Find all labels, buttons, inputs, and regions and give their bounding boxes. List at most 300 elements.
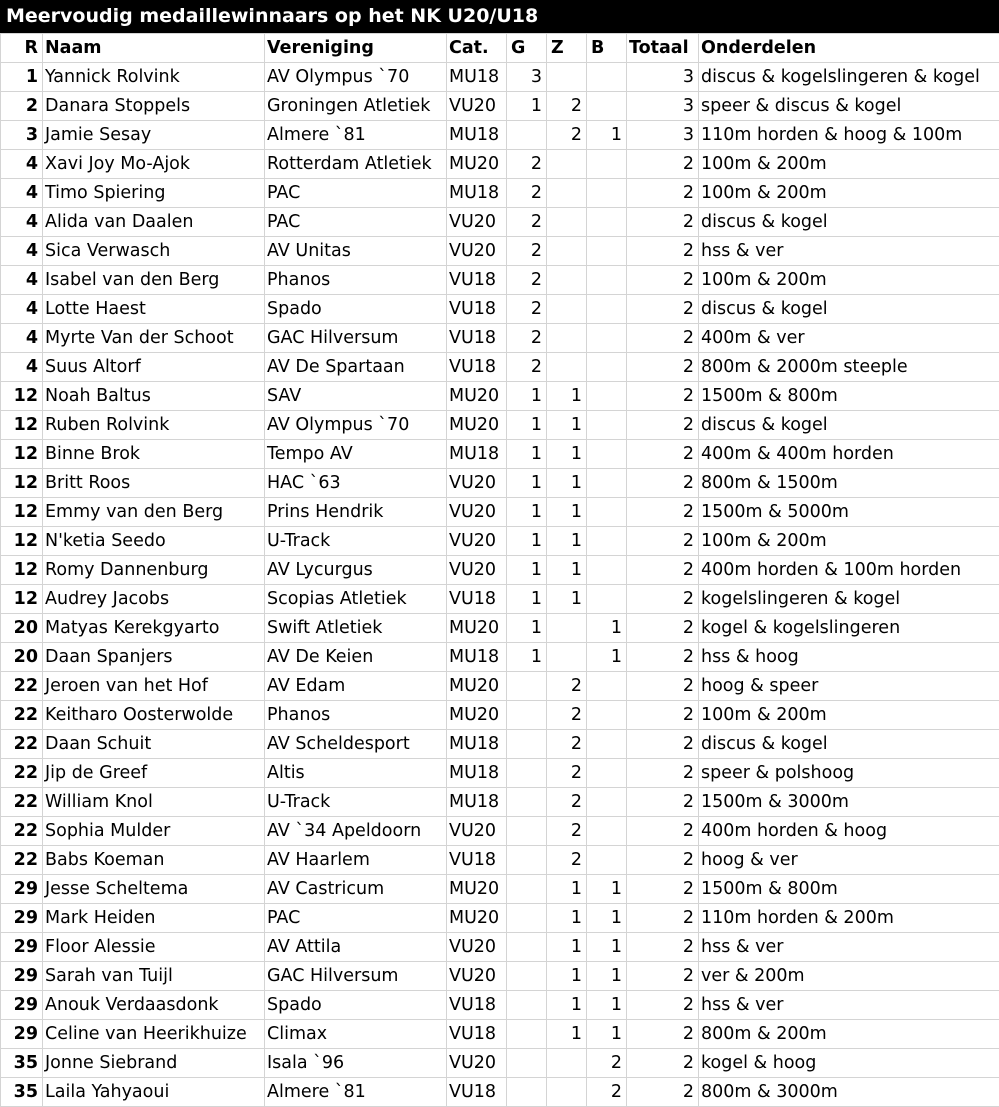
events-cell[interactable]: 400m & ver (699, 324, 999, 353)
club-cell[interactable]: Almere `81 (265, 121, 447, 150)
gold-cell[interactable] (507, 788, 547, 817)
total-cell[interactable]: 2 (627, 585, 699, 614)
club-cell[interactable]: AV Haarlem (265, 846, 447, 875)
gold-cell[interactable]: 1 (507, 92, 547, 121)
gold-cell[interactable] (507, 1078, 547, 1107)
rank-cell[interactable]: 22 (1, 846, 43, 875)
gold-cell[interactable] (507, 817, 547, 846)
gold-cell[interactable] (507, 933, 547, 962)
name-cell[interactable]: Babs Koeman (43, 846, 265, 875)
total-cell[interactable]: 2 (627, 846, 699, 875)
events-cell[interactable]: hss & hoog (699, 643, 999, 672)
silver-cell[interactable]: 2 (547, 730, 587, 759)
total-cell[interactable]: 2 (627, 788, 699, 817)
gold-cell[interactable]: 3 (507, 63, 547, 92)
silver-cell[interactable]: 1 (547, 904, 587, 933)
club-cell[interactable]: U-Track (265, 788, 447, 817)
club-cell[interactable]: GAC Hilversum (265, 324, 447, 353)
bronze-cell[interactable] (587, 353, 627, 382)
gold-cell[interactable]: 2 (507, 324, 547, 353)
rank-cell[interactable]: 4 (1, 353, 43, 382)
rank-cell[interactable]: 4 (1, 237, 43, 266)
category-cell[interactable]: VU18 (447, 295, 507, 324)
silver-cell[interactable]: 1 (547, 1020, 587, 1049)
club-cell[interactable]: GAC Hilversum (265, 962, 447, 991)
category-cell[interactable]: MU18 (447, 121, 507, 150)
category-cell[interactable]: MU18 (447, 788, 507, 817)
name-cell[interactable]: Ruben Rolvink (43, 411, 265, 440)
rank-cell[interactable]: 29 (1, 875, 43, 904)
bronze-cell[interactable] (587, 237, 627, 266)
category-cell[interactable]: VU20 (447, 92, 507, 121)
rank-cell[interactable]: 35 (1, 1078, 43, 1107)
bronze-cell[interactable] (587, 701, 627, 730)
club-cell[interactable]: AV De Spartaan (265, 353, 447, 382)
events-cell[interactable]: kogel & hoog (699, 1049, 999, 1078)
rank-cell[interactable]: 12 (1, 498, 43, 527)
name-cell[interactable]: Yannick Rolvink (43, 63, 265, 92)
club-cell[interactable]: AV Olympus `70 (265, 411, 447, 440)
club-cell[interactable]: Rotterdam Atletiek (265, 150, 447, 179)
name-cell[interactable]: Lotte Haest (43, 295, 265, 324)
events-cell[interactable]: 1500m & 5000m (699, 498, 999, 527)
bronze-cell[interactable]: 2 (587, 1078, 627, 1107)
rank-cell[interactable]: 12 (1, 527, 43, 556)
club-cell[interactable]: HAC `63 (265, 469, 447, 498)
rank-cell[interactable]: 4 (1, 266, 43, 295)
silver-cell[interactable]: 1 (547, 382, 587, 411)
gold-cell[interactable] (507, 1020, 547, 1049)
name-cell[interactable]: Suus Altorf (43, 353, 265, 382)
total-cell[interactable]: 2 (627, 875, 699, 904)
total-cell[interactable]: 2 (627, 179, 699, 208)
club-cell[interactable]: PAC (265, 208, 447, 237)
club-cell[interactable]: Isala `96 (265, 1049, 447, 1078)
total-cell[interactable]: 2 (627, 962, 699, 991)
name-cell[interactable]: Isabel van den Berg (43, 266, 265, 295)
name-cell[interactable]: Jip de Greef (43, 759, 265, 788)
rank-cell[interactable]: 22 (1, 759, 43, 788)
bronze-cell[interactable] (587, 208, 627, 237)
category-cell[interactable]: MU18 (447, 63, 507, 92)
rank-cell[interactable]: 12 (1, 382, 43, 411)
name-cell[interactable]: Binne Brok (43, 440, 265, 469)
total-cell[interactable]: 2 (627, 382, 699, 411)
rank-cell[interactable]: 29 (1, 962, 43, 991)
silver-cell[interactable]: 1 (547, 440, 587, 469)
events-cell[interactable]: 100m & 200m (699, 179, 999, 208)
gold-cell[interactable]: 1 (507, 498, 547, 527)
category-cell[interactable]: VU18 (447, 585, 507, 614)
header-silver[interactable]: Z (547, 34, 587, 63)
name-cell[interactable]: Sarah van Tuijl (43, 962, 265, 991)
bronze-cell[interactable] (587, 382, 627, 411)
bronze-cell[interactable] (587, 179, 627, 208)
rank-cell[interactable]: 29 (1, 933, 43, 962)
bronze-cell[interactable] (587, 556, 627, 585)
category-cell[interactable]: VU20 (447, 498, 507, 527)
category-cell[interactable]: VU20 (447, 469, 507, 498)
category-cell[interactable]: VU20 (447, 817, 507, 846)
club-cell[interactable]: Swift Atletiek (265, 614, 447, 643)
events-cell[interactable]: kogel & kogelslingeren (699, 614, 999, 643)
bronze-cell[interactable] (587, 469, 627, 498)
bronze-cell[interactable]: 1 (587, 614, 627, 643)
silver-cell[interactable] (547, 1049, 587, 1078)
club-cell[interactable]: Groningen Atletiek (265, 92, 447, 121)
category-cell[interactable]: VU20 (447, 933, 507, 962)
bronze-cell[interactable] (587, 295, 627, 324)
silver-cell[interactable]: 1 (547, 933, 587, 962)
club-cell[interactable]: AV Unitas (265, 237, 447, 266)
bronze-cell[interactable] (587, 788, 627, 817)
category-cell[interactable]: MU18 (447, 643, 507, 672)
club-cell[interactable]: U-Track (265, 527, 447, 556)
gold-cell[interactable] (507, 875, 547, 904)
total-cell[interactable]: 2 (627, 643, 699, 672)
rank-cell[interactable]: 4 (1, 179, 43, 208)
events-cell[interactable]: 800m & 2000m steeple (699, 353, 999, 382)
bronze-cell[interactable] (587, 411, 627, 440)
club-cell[interactable]: PAC (265, 904, 447, 933)
bronze-cell[interactable] (587, 759, 627, 788)
total-cell[interactable]: 2 (627, 904, 699, 933)
events-cell[interactable]: 100m & 200m (699, 701, 999, 730)
name-cell[interactable]: Timo Spiering (43, 179, 265, 208)
silver-cell[interactable]: 2 (547, 92, 587, 121)
silver-cell[interactable]: 1 (547, 991, 587, 1020)
rank-cell[interactable]: 29 (1, 1020, 43, 1049)
events-cell[interactable]: kogelslingeren & kogel (699, 585, 999, 614)
name-cell[interactable]: William Knol (43, 788, 265, 817)
category-cell[interactable]: MU20 (447, 150, 507, 179)
header-category[interactable]: Cat. (447, 34, 507, 63)
gold-cell[interactable]: 1 (507, 643, 547, 672)
bronze-cell[interactable] (587, 846, 627, 875)
total-cell[interactable]: 2 (627, 759, 699, 788)
club-cell[interactable]: Scopias Atletiek (265, 585, 447, 614)
rank-cell[interactable]: 22 (1, 788, 43, 817)
events-cell[interactable]: 110m horden & hoog & 100m (699, 121, 999, 150)
events-cell[interactable]: hoog & ver (699, 846, 999, 875)
category-cell[interactable]: MU18 (447, 759, 507, 788)
gold-cell[interactable] (507, 1049, 547, 1078)
club-cell[interactable]: AV Scheldesport (265, 730, 447, 759)
rank-cell[interactable]: 2 (1, 92, 43, 121)
club-cell[interactable]: AV Attila (265, 933, 447, 962)
header-name[interactable]: Naam (43, 34, 265, 63)
total-cell[interactable]: 2 (627, 614, 699, 643)
category-cell[interactable]: VU18 (447, 353, 507, 382)
total-cell[interactable]: 2 (627, 1049, 699, 1078)
rank-cell[interactable]: 3 (1, 121, 43, 150)
name-cell[interactable]: Jesse Scheltema (43, 875, 265, 904)
name-cell[interactable]: Jonne Siebrand (43, 1049, 265, 1078)
club-cell[interactable]: Prins Hendrik (265, 498, 447, 527)
header-events[interactable]: Onderdelen (699, 34, 999, 63)
rank-cell[interactable]: 22 (1, 672, 43, 701)
events-cell[interactable]: 400m horden & hoog (699, 817, 999, 846)
gold-cell[interactable]: 2 (507, 295, 547, 324)
category-cell[interactable]: MU20 (447, 875, 507, 904)
bronze-cell[interactable]: 2 (587, 1049, 627, 1078)
name-cell[interactable]: Jamie Sesay (43, 121, 265, 150)
events-cell[interactable]: 400m & 400m horden (699, 440, 999, 469)
events-cell[interactable]: 1500m & 800m (699, 875, 999, 904)
gold-cell[interactable] (507, 730, 547, 759)
gold-cell[interactable]: 1 (507, 440, 547, 469)
gold-cell[interactable] (507, 962, 547, 991)
club-cell[interactable]: PAC (265, 179, 447, 208)
silver-cell[interactable] (547, 324, 587, 353)
silver-cell[interactable]: 2 (547, 788, 587, 817)
bronze-cell[interactable] (587, 63, 627, 92)
total-cell[interactable]: 2 (627, 556, 699, 585)
bronze-cell[interactable] (587, 92, 627, 121)
rank-cell[interactable]: 22 (1, 730, 43, 759)
silver-cell[interactable]: 1 (547, 498, 587, 527)
silver-cell[interactable] (547, 150, 587, 179)
total-cell[interactable]: 2 (627, 440, 699, 469)
events-cell[interactable]: 110m horden & 200m (699, 904, 999, 933)
club-cell[interactable]: Almere `81 (265, 1078, 447, 1107)
club-cell[interactable]: Altis (265, 759, 447, 788)
name-cell[interactable]: Celine van Heerikhuize (43, 1020, 265, 1049)
club-cell[interactable]: AV Olympus `70 (265, 63, 447, 92)
gold-cell[interactable] (507, 759, 547, 788)
name-cell[interactable]: Noah Baltus (43, 382, 265, 411)
events-cell[interactable]: discus & kogel (699, 411, 999, 440)
category-cell[interactable]: MU20 (447, 672, 507, 701)
total-cell[interactable]: 2 (627, 411, 699, 440)
gold-cell[interactable]: 2 (507, 237, 547, 266)
name-cell[interactable]: Keitharo Oosterwolde (43, 701, 265, 730)
silver-cell[interactable]: 2 (547, 672, 587, 701)
silver-cell[interactable] (547, 295, 587, 324)
rank-cell[interactable]: 12 (1, 440, 43, 469)
gold-cell[interactable] (507, 904, 547, 933)
category-cell[interactable]: MU18 (447, 440, 507, 469)
name-cell[interactable]: Mark Heiden (43, 904, 265, 933)
name-cell[interactable]: Daan Schuit (43, 730, 265, 759)
club-cell[interactable]: Spado (265, 295, 447, 324)
category-cell[interactable]: MU20 (447, 614, 507, 643)
category-cell[interactable]: VU20 (447, 1049, 507, 1078)
category-cell[interactable]: MU20 (447, 701, 507, 730)
category-cell[interactable]: VU20 (447, 556, 507, 585)
category-cell[interactable]: VU18 (447, 991, 507, 1020)
name-cell[interactable]: Audrey Jacobs (43, 585, 265, 614)
bronze-cell[interactable]: 1 (587, 904, 627, 933)
gold-cell[interactable]: 1 (507, 469, 547, 498)
gold-cell[interactable]: 1 (507, 382, 547, 411)
events-cell[interactable]: hoog & speer (699, 672, 999, 701)
silver-cell[interactable]: 1 (547, 875, 587, 904)
name-cell[interactable]: Matyas Kerekgyarto (43, 614, 265, 643)
name-cell[interactable]: Britt Roos (43, 469, 265, 498)
rank-cell[interactable]: 4 (1, 324, 43, 353)
category-cell[interactable]: VU18 (447, 846, 507, 875)
events-cell[interactable]: speer & polshoog (699, 759, 999, 788)
header-club[interactable]: Vereniging (265, 34, 447, 63)
silver-cell[interactable]: 2 (547, 846, 587, 875)
total-cell[interactable]: 2 (627, 150, 699, 179)
club-cell[interactable]: Spado (265, 991, 447, 1020)
events-cell[interactable]: discus & kogel (699, 208, 999, 237)
silver-cell[interactable] (547, 179, 587, 208)
category-cell[interactable]: VU20 (447, 962, 507, 991)
silver-cell[interactable]: 1 (547, 469, 587, 498)
bronze-cell[interactable]: 1 (587, 875, 627, 904)
silver-cell[interactable]: 1 (547, 585, 587, 614)
silver-cell[interactable] (547, 643, 587, 672)
club-cell[interactable]: AV Lycurgus (265, 556, 447, 585)
total-cell[interactable]: 2 (627, 353, 699, 382)
silver-cell[interactable]: 1 (547, 556, 587, 585)
events-cell[interactable]: 1500m & 3000m (699, 788, 999, 817)
gold-cell[interactable]: 2 (507, 266, 547, 295)
silver-cell[interactable]: 1 (547, 527, 587, 556)
total-cell[interactable]: 2 (627, 1078, 699, 1107)
bronze-cell[interactable] (587, 324, 627, 353)
rank-cell[interactable]: 20 (1, 614, 43, 643)
gold-cell[interactable]: 2 (507, 150, 547, 179)
name-cell[interactable]: Danara Stoppels (43, 92, 265, 121)
events-cell[interactable]: hss & ver (699, 933, 999, 962)
name-cell[interactable]: Sica Verwasch (43, 237, 265, 266)
total-cell[interactable]: 2 (627, 208, 699, 237)
bronze-cell[interactable] (587, 730, 627, 759)
total-cell[interactable]: 3 (627, 121, 699, 150)
events-cell[interactable]: 800m & 200m (699, 1020, 999, 1049)
silver-cell[interactable] (547, 266, 587, 295)
events-cell[interactable]: 1500m & 800m (699, 382, 999, 411)
category-cell[interactable]: MU18 (447, 179, 507, 208)
bronze-cell[interactable]: 1 (587, 962, 627, 991)
total-cell[interactable]: 2 (627, 817, 699, 846)
rank-cell[interactable]: 22 (1, 701, 43, 730)
total-cell[interactable]: 2 (627, 991, 699, 1020)
club-cell[interactable]: AV De Keien (265, 643, 447, 672)
events-cell[interactable]: ver & 200m (699, 962, 999, 991)
total-cell[interactable]: 2 (627, 730, 699, 759)
silver-cell[interactable]: 2 (547, 817, 587, 846)
events-cell[interactable]: hss & ver (699, 991, 999, 1020)
events-cell[interactable]: 100m & 200m (699, 150, 999, 179)
total-cell[interactable]: 2 (627, 933, 699, 962)
category-cell[interactable]: MU18 (447, 730, 507, 759)
category-cell[interactable]: MU20 (447, 904, 507, 933)
total-cell[interactable]: 2 (627, 324, 699, 353)
name-cell[interactable]: Anouk Verdaasdonk (43, 991, 265, 1020)
name-cell[interactable]: Romy Dannenburg (43, 556, 265, 585)
rank-cell[interactable]: 29 (1, 991, 43, 1020)
header-bronze[interactable]: B (587, 34, 627, 63)
events-cell[interactable]: discus & kogel (699, 730, 999, 759)
gold-cell[interactable]: 1 (507, 527, 547, 556)
total-cell[interactable]: 2 (627, 498, 699, 527)
name-cell[interactable]: Xavi Joy Mo-Ajok (43, 150, 265, 179)
silver-cell[interactable]: 1 (547, 962, 587, 991)
category-cell[interactable]: MU20 (447, 382, 507, 411)
bronze-cell[interactable]: 1 (587, 643, 627, 672)
silver-cell[interactable]: 1 (547, 411, 587, 440)
category-cell[interactable]: VU18 (447, 266, 507, 295)
total-cell[interactable]: 2 (627, 266, 699, 295)
silver-cell[interactable] (547, 1078, 587, 1107)
category-cell[interactable]: VU18 (447, 1020, 507, 1049)
rank-cell[interactable]: 20 (1, 643, 43, 672)
category-cell[interactable]: VU20 (447, 208, 507, 237)
silver-cell[interactable]: 2 (547, 121, 587, 150)
silver-cell[interactable] (547, 353, 587, 382)
events-cell[interactable]: discus & kogelslingeren & kogel (699, 63, 999, 92)
category-cell[interactable]: MU20 (447, 411, 507, 440)
rank-cell[interactable]: 4 (1, 150, 43, 179)
gold-cell[interactable] (507, 121, 547, 150)
gold-cell[interactable]: 1 (507, 585, 547, 614)
rank-cell[interactable]: 12 (1, 585, 43, 614)
events-cell[interactable]: 800m & 3000m (699, 1078, 999, 1107)
name-cell[interactable]: Myrte Van der Schoot (43, 324, 265, 353)
rank-cell[interactable]: 4 (1, 295, 43, 324)
gold-cell[interactable]: 1 (507, 556, 547, 585)
rank-cell[interactable]: 35 (1, 1049, 43, 1078)
category-cell[interactable]: VU20 (447, 527, 507, 556)
club-cell[interactable]: Climax (265, 1020, 447, 1049)
rank-cell[interactable]: 22 (1, 817, 43, 846)
total-cell[interactable]: 2 (627, 469, 699, 498)
silver-cell[interactable]: 2 (547, 701, 587, 730)
category-cell[interactable]: VU18 (447, 324, 507, 353)
silver-cell[interactable] (547, 208, 587, 237)
silver-cell[interactable] (547, 63, 587, 92)
events-cell[interactable]: discus & kogel (699, 295, 999, 324)
gold-cell[interactable]: 2 (507, 208, 547, 237)
category-cell[interactable]: VU20 (447, 237, 507, 266)
total-cell[interactable]: 3 (627, 92, 699, 121)
bronze-cell[interactable] (587, 440, 627, 469)
name-cell[interactable]: N'ketia Seedo (43, 527, 265, 556)
name-cell[interactable]: Emmy van den Berg (43, 498, 265, 527)
header-rank[interactable]: R (1, 34, 43, 63)
gold-cell[interactable] (507, 672, 547, 701)
events-cell[interactable]: speer & discus & kogel (699, 92, 999, 121)
bronze-cell[interactable] (587, 527, 627, 556)
events-cell[interactable]: 800m & 1500m (699, 469, 999, 498)
rank-cell[interactable]: 12 (1, 556, 43, 585)
events-cell[interactable]: 100m & 200m (699, 527, 999, 556)
header-total[interactable]: Totaal (627, 34, 699, 63)
name-cell[interactable]: Laila Yahyaoui (43, 1078, 265, 1107)
bronze-cell[interactable] (587, 266, 627, 295)
name-cell[interactable]: Daan Spanjers (43, 643, 265, 672)
club-cell[interactable]: Tempo AV (265, 440, 447, 469)
bronze-cell[interactable] (587, 498, 627, 527)
gold-cell[interactable]: 2 (507, 179, 547, 208)
total-cell[interactable]: 2 (627, 1020, 699, 1049)
bronze-cell[interactable] (587, 585, 627, 614)
rank-cell[interactable]: 12 (1, 411, 43, 440)
rank-cell[interactable]: 4 (1, 208, 43, 237)
club-cell[interactable]: AV Edam (265, 672, 447, 701)
bronze-cell[interactable]: 1 (587, 121, 627, 150)
gold-cell[interactable]: 2 (507, 353, 547, 382)
club-cell[interactable]: Phanos (265, 266, 447, 295)
silver-cell[interactable] (547, 614, 587, 643)
silver-cell[interactable]: 2 (547, 759, 587, 788)
total-cell[interactable]: 3 (627, 63, 699, 92)
